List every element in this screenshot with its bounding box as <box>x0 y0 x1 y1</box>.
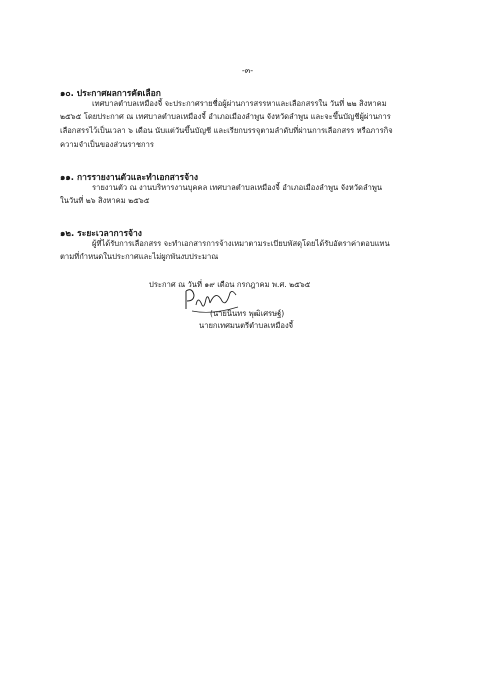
section-11-heading: ๑๑. การรายงานตัวและทำเอกสารจ้าง <box>60 173 199 183</box>
announcement-date-line: ประกาศ ณ วันที่ ๑๙ เดือน กรกฎาคม พ.ศ. ๒๕๖๕ <box>149 280 311 289</box>
signer-title: นายกเทศมนตรีตำบลเหมืองจี้ <box>199 321 294 330</box>
signer-name: (นายนินทร พุฒิเศรษฐ์) <box>210 309 285 318</box>
section-11-line-2: ในวันที่ ๒๖ สิงหาคม ๒๕๖๕ <box>60 196 150 205</box>
section-10-heading: ๑๐. ประกาศผลการคัดเลือก <box>60 89 161 99</box>
section-10-line-1: เทศบาลตำบลเหมืองจี้ จะประกาศรายชื่อผู้ผ่านการสรรหาและเลือกสรรใน วันที่ ๒๒ สิงหาคม <box>92 99 387 108</box>
section-12-heading: ๑๒. ระยะเวลาการจ้าง <box>60 229 142 239</box>
section-10-line-4: ความจำเป็นของส่วนราชการ <box>60 140 154 149</box>
section-12-line-1: ผู้ที่ได้รับการเลือกสรร จะทำเอกสารการจ้างเหมาตามระเบียบพัสดุโดยได้รับอัตราค่าตอบแทน <box>92 239 390 248</box>
section-11-line-1: รายงานตัว ณ งานบริหารงานบุคคล เทศบาลตำบลเหมืองจี้ อำเภอเมืองลำพูน จังหวัดลำพูน <box>92 183 383 192</box>
section-12-line-2: ตามที่กำหนดในประกาศและไม่ผูกพันงบประมาณ <box>60 252 219 261</box>
page-number: -๓- <box>241 66 254 75</box>
section-10-line-3: เลือกสรรไว้เป็นเวลา ๖ เดือน นับแต่วันขึ้นบัญชี และเรียกบรรจุตามลำดับที่ผ่านการเลือกสรร หรือภารกิจ <box>60 126 393 135</box>
section-10-line-2: ๒๕๖๕ โดยประกาศ ณ เทศบาลตำบลเหมืองจี้ อำเภอเมืองลำพูน จังหวัดลำพูน และจะขึ้นบัญชีผู้ผ่านการ <box>60 112 391 121</box>
